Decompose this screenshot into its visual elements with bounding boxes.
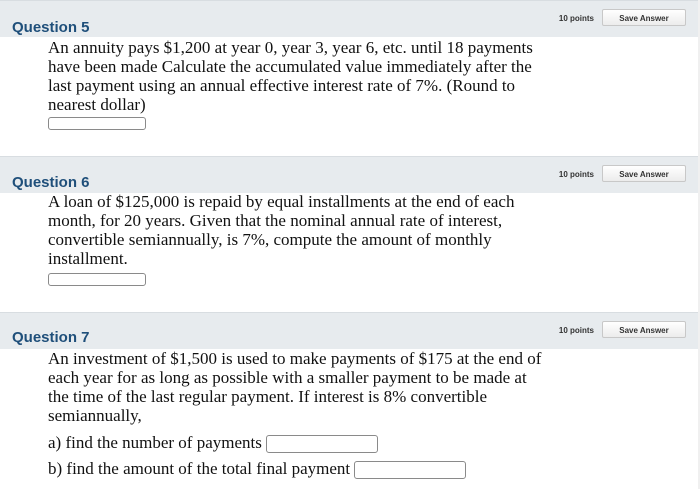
question-5-header (0, 0, 700, 37)
question-6-save-answer-button[interactable]: Save Answer (602, 165, 686, 182)
question-5-points: 10 points (558, 14, 594, 23)
question-6-header (0, 156, 700, 193)
question-5-save-answer-button[interactable]: Save Answer (602, 9, 686, 26)
question-7-part-b-input[interactable] (354, 461, 466, 479)
question-7-points: 10 points (558, 326, 594, 335)
question-6-text: A loan of $125,000 is repaid by equal installments at the end of each month, for 20 years. Given that the nominal annual rate of interest, convertible semiannually, is 7%, compute the amount of monthly installment. (48, 192, 515, 268)
question-7-part-a-input[interactable] (266, 435, 378, 453)
question-7-save-answer-button[interactable]: Save Answer (602, 321, 686, 338)
question-7-part-b (48, 459, 466, 479)
question-6-points: 10 points (558, 170, 594, 179)
question-7-text: An investment of $1,500 is used to make payments of $175 at the end of each year for as long as possible with a smaller payment to be made at the time of the last regular payment. If interest is 8% convertible semiannually, (48, 349, 542, 425)
question-5-text: An annuity pays $1,200 at year 0, year 3, year 6, etc. until 18 payments have been made Calculate the accumulated value immediately after the last payment using an annual effective interest rate of 7%. (Round to nearest dollar) (48, 38, 533, 114)
question-7-header (0, 312, 700, 349)
question-7-title: Question 7 (12, 329, 90, 346)
question-7-part-b-label: b) find the amount of the total final payment (48, 459, 351, 478)
question-7-part-a-label: a) find the number of payments (48, 433, 262, 452)
question-7-part-a (48, 433, 378, 453)
question-6-answer-input[interactable] (48, 273, 146, 286)
question-5-answer-input[interactable] (48, 117, 146, 130)
question-6-title: Question 6 (12, 174, 90, 191)
question-5-title: Question 5 (12, 19, 90, 36)
